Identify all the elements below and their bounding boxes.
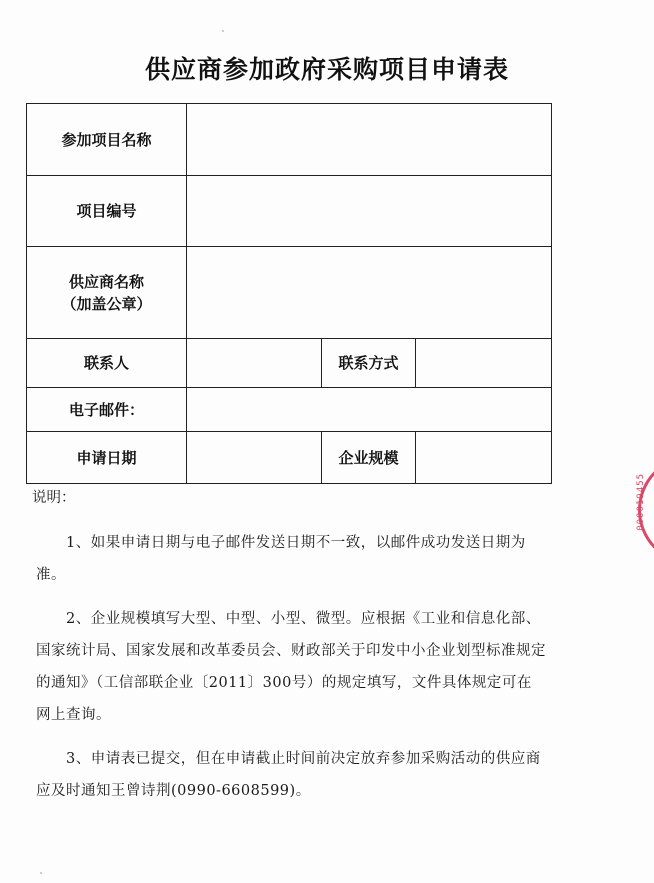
scan-speck [222, 30, 224, 32]
contact-method-field[interactable] [416, 339, 552, 388]
supplier-name-label: 供应商名称 [68, 272, 144, 291]
row-contact [27, 339, 552, 388]
project-number-field[interactable] [187, 176, 552, 247]
project-name-field[interactable] [187, 104, 552, 176]
apply-date-label: 申请日期 [27, 432, 187, 484]
application-form-table [26, 103, 552, 484]
email-field[interactable] [187, 388, 552, 432]
note-item-3: 3、申请表已提交，但在申请截止时间前决定放弃参加采购活动的供应商应及时通知王曾诗荆(0990-6608599)。 [36, 751, 541, 799]
email-label: 电子邮件： [27, 388, 187, 432]
project-name-label: 参加项目名称 [27, 104, 187, 176]
seal-stamp-number: 000019455 [636, 473, 646, 531]
project-number-label: 项目编号 [27, 176, 187, 247]
contact-method-label: 联系方式 [322, 339, 416, 388]
contact-person-label: 联系人 [27, 339, 187, 388]
note-item-1: 1、如果申请日期与电子邮件发送日期不一致，以邮件成功发送日期为准。 [36, 535, 526, 583]
row-date-scale [27, 432, 552, 484]
supplier-name-label-cell [27, 247, 187, 339]
contact-person-field[interactable] [187, 339, 322, 388]
document-title: 供应商参加政府采购项目申请表 [144, 55, 509, 84]
row-project-number [27, 176, 552, 247]
row-supplier-name [27, 247, 552, 339]
apply-date-field[interactable] [187, 432, 322, 484]
enterprise-scale-field[interactable] [416, 432, 552, 484]
note-item-2: 2、企业规模填写大型、中型、小型、微型。应根据《工业和信息化部、国家统计局、国家发展和改革委员会、财政部关于印发中小企业划型标准规定的通知》（工信部联企业〔2011〕300号）的规定填写，文件具体规定可在网上查询。 [36, 611, 546, 723]
notes-heading: 说明： [32, 490, 76, 506]
scan-speck [40, 872, 42, 874]
supplier-name-field[interactable] [187, 247, 552, 339]
row-email [27, 388, 552, 432]
enterprise-scale-label: 企业规模 [322, 432, 416, 484]
supplier-seal-note: （加盖公章） [61, 294, 152, 313]
seal-stamp [634, 455, 654, 565]
notes-section [32, 487, 546, 819]
row-project-name [27, 104, 552, 176]
